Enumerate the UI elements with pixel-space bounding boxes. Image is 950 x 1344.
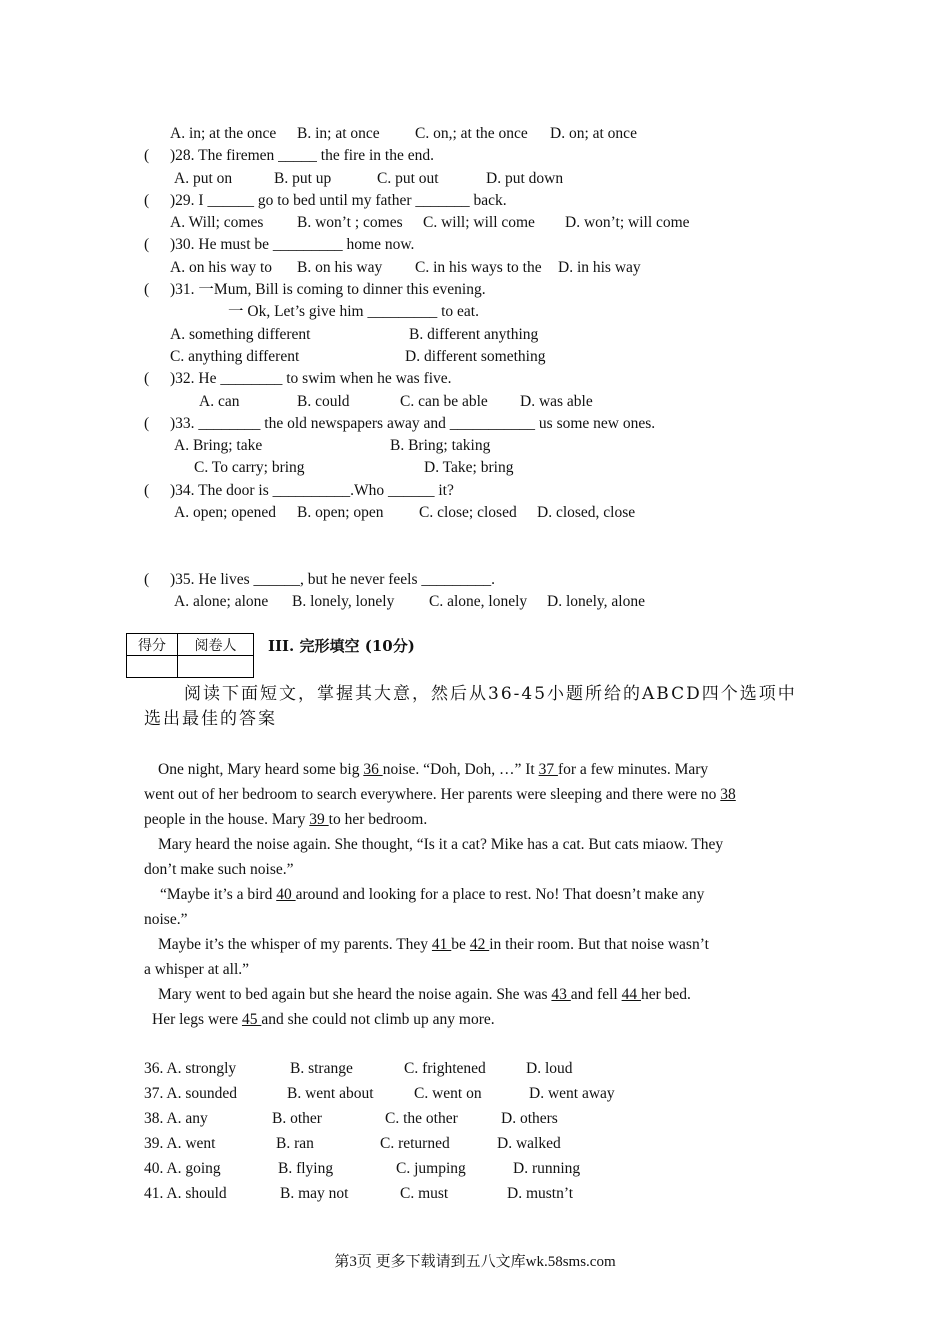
- blank-39: 39: [309, 811, 329, 828]
- blank-43: 43: [551, 986, 571, 1003]
- option: D. was able: [520, 393, 593, 410]
- option: D. Take; bring: [424, 459, 514, 476]
- option: B. could: [297, 393, 350, 410]
- option: C. in his ways to the: [415, 259, 542, 276]
- blank-36: 36: [363, 761, 383, 778]
- page-footer: 第3页 更多下载请到五八文库wk.58sms.com: [334, 1254, 616, 1270]
- answer-paren: (: [144, 192, 150, 209]
- option: D. won’t; will come: [565, 214, 690, 231]
- question-stem: )31. 一Mum, Bill is coming to dinner this evening.: [170, 281, 486, 298]
- option: C. on,; at the once: [415, 125, 528, 142]
- question-stem: )30. He must be _________ home now.: [170, 236, 415, 253]
- option: D. closed, close: [537, 504, 636, 521]
- option: C. can be able: [400, 393, 488, 410]
- grader-header: 阅卷人: [178, 634, 254, 656]
- option: A. put on: [174, 170, 233, 187]
- blank-42: 42: [469, 936, 490, 953]
- answer-paren: (: [144, 281, 150, 298]
- passage-line: “Maybe it’s a bird 40 around and looking for a place to rest. No! That doesn’t make any: [160, 886, 705, 903]
- option: C. To carry; bring: [194, 459, 305, 476]
- question-stem: )35. He lives ______, but he never feels _________.: [170, 571, 496, 588]
- option: B. put up: [274, 170, 332, 187]
- option: D. on; at once: [550, 125, 637, 142]
- option: B. won’t ; comes: [297, 214, 403, 231]
- passage-line: people in the house. Mary 39 to her bedroom.: [144, 811, 428, 828]
- option: A. Bring; take: [174, 437, 263, 454]
- option: C. put out: [377, 170, 439, 187]
- instruction-line-2: 选出最佳的答案: [144, 709, 277, 729]
- blank-41: 41: [431, 936, 452, 953]
- passage-line: One night, Mary heard some big 36 noise. “Doh, Doh, …” It 37 for a few minutes. Mary: [158, 761, 709, 778]
- option: D. different something: [405, 348, 546, 365]
- passage-line: Maybe it’s the whisper of my parents. They 41 be 42 in their room. But that noise wasn’t: [158, 936, 709, 953]
- answer-paren: (: [144, 236, 150, 253]
- blank-40: 40: [276, 886, 296, 903]
- answer-paren: (: [144, 147, 150, 164]
- option: C. alone, lonely: [429, 593, 528, 610]
- blank-38: 38: [720, 786, 736, 803]
- option: A. alone; alone: [174, 593, 269, 610]
- blank-44: 44: [621, 986, 641, 1003]
- option: B. in; at once: [297, 125, 380, 142]
- question-stem: )34. The door is __________.Who ______ it?: [170, 482, 454, 499]
- option: A. can: [199, 393, 240, 410]
- option: D. lonely, alone: [547, 593, 645, 610]
- question-stem: )28. The firemen _____ the fire in the end.: [170, 147, 434, 164]
- blank-45: 45: [241, 1011, 262, 1028]
- option: C. close; closed: [419, 504, 517, 521]
- option: C. will; will come: [423, 214, 535, 231]
- passage-line: noise.”: [144, 911, 188, 928]
- answer-paren: (: [144, 415, 150, 432]
- question-stem: )29. I ______ go to bed until my father _______ back.: [170, 192, 507, 209]
- option: B. open; open: [297, 504, 384, 521]
- question-stem: )33. ________ the old newspapers away and ___________ us some new ones.: [170, 415, 656, 432]
- option: B. lonely, lonely: [292, 593, 395, 610]
- option: A. in; at the once: [170, 125, 277, 142]
- question-stem: )32. He ________ to swim when he was five.: [170, 370, 452, 387]
- score-cell[interactable]: [127, 656, 178, 678]
- passage-line: went out of her bedroom to search everywhere. Her parents were sleeping and there were no 38: [144, 786, 736, 803]
- option: D. put down: [486, 170, 564, 187]
- score-header: 得分: [127, 634, 178, 656]
- answer-paren: (: [144, 482, 150, 499]
- option: C. anything different: [170, 348, 300, 365]
- option: A. Will; comes: [170, 214, 264, 231]
- answer-paren: (: [144, 571, 150, 588]
- passage-line: a whisper at all.”: [144, 961, 250, 978]
- option: A. something different: [170, 326, 311, 343]
- option: A. open; opened: [174, 504, 277, 521]
- option: B. Bring; taking: [390, 437, 491, 454]
- passage-line: don’t make such noise.”: [144, 861, 294, 878]
- passage-line: Mary went to bed again but she heard the noise again. She was 43 and fell 44 her bed.: [158, 986, 691, 1003]
- blank-37: 37: [538, 761, 558, 778]
- grader-cell[interactable]: [178, 656, 254, 678]
- option: A. on his way to: [170, 259, 273, 276]
- passage-line: Mary heard the noise again. She thought, “Is it a cat? Mike has a cat. But cats miaow. They: [158, 836, 724, 853]
- option: B. on his way: [297, 259, 383, 276]
- answer-paren: (: [144, 370, 150, 387]
- section-title: III. 完形填空 (10分): [268, 637, 415, 655]
- passage-line: Her legs were 45 and she could not climb up any more.: [152, 1011, 495, 1028]
- option: B. different anything: [409, 326, 539, 343]
- option: D. in his way: [558, 259, 641, 276]
- instruction-line-1: 阅读下面短文，掌握其大意，然后从36-45小题所给的ABCD四个选项中: [184, 684, 797, 704]
- score-table: [126, 633, 254, 678]
- question-stem-reply: 一 Ok, Let’s give him _________ to eat.: [228, 303, 479, 320]
